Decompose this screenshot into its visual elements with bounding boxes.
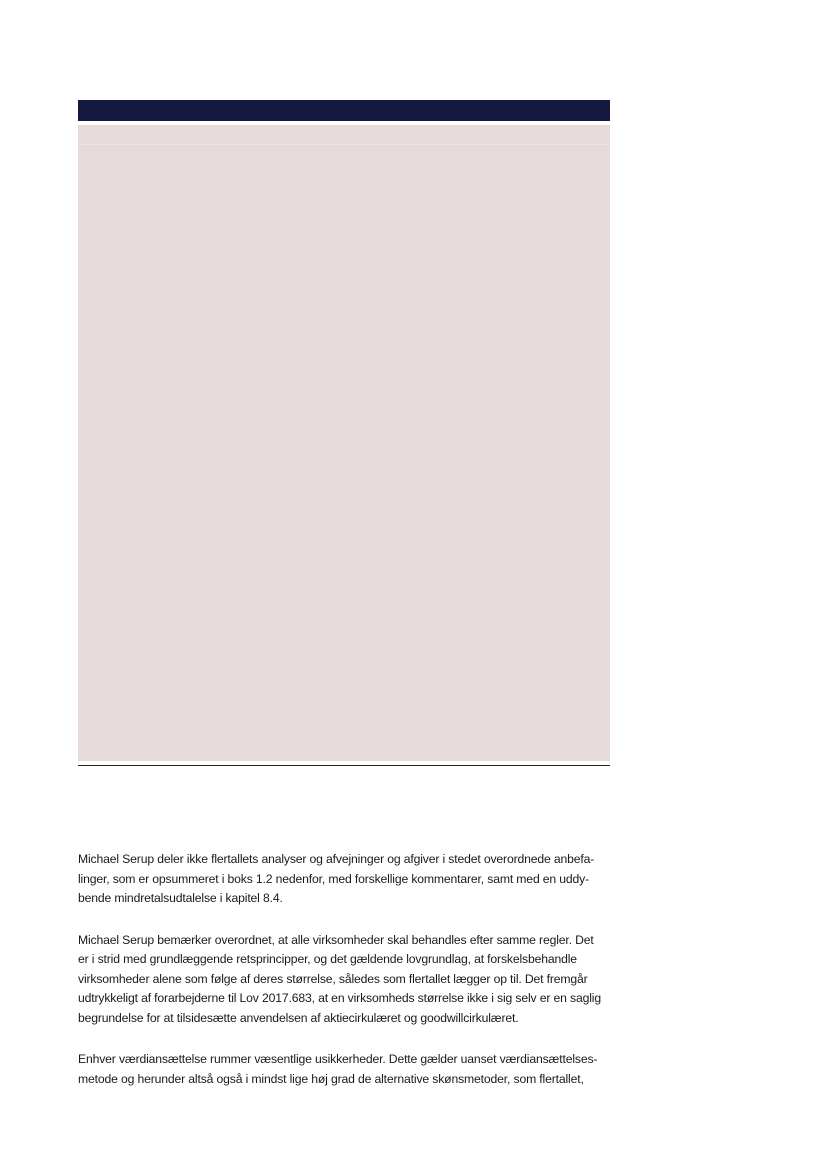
body-text xyxy=(78,850,613,1111)
text-line: begrundelse for at tilsidesætte anvendelsen af aktiecirkulæret og goodwillcirkulæret. xyxy=(78,1010,519,1025)
paragraph-1 xyxy=(78,850,613,909)
text-line: metode og herunder altså også i mindst lige høj grad de alternative skønsmetoder, som flertallet, xyxy=(78,1071,584,1086)
text-line: Enhver værdiansættelse rummer væsentlige usikkerheder. Dette gælder uanset værdiansættelses- xyxy=(78,1052,598,1066)
paragraph-2 xyxy=(78,931,613,1029)
text-line: virksomheder alene som følge af deres størrelse, således som flertallet lægger op til. Det fremgår xyxy=(78,971,588,986)
paragraph-3 xyxy=(78,1050,613,1089)
text-line: Michael Serup deler ikke flertallets analyser og afvejninger og afgiver i stedet overordnede anbefa- xyxy=(78,852,595,866)
text-line: er i strid med grundlæggende retsprincipper, og det gældende lovgrundlag, at forskelsbehandle xyxy=(78,952,577,966)
box-header-bar xyxy=(78,100,610,121)
text-line: Michael Serup bemærker overordnet, at alle virksomheder skal behandles efter samme regler. Det xyxy=(78,932,594,947)
text-line: linger, som er opsummeret i boks 1.2 nedenfor, med forskellige kommentarer, samt med en uddy- xyxy=(78,871,590,886)
text-line: bende mindretalsudtalelse i kapitel 8.4. xyxy=(78,891,283,905)
box-content-area xyxy=(78,125,610,761)
text-line: udtrykkeligt af forarbejderne til Lov 2017.683, at en virksomheds størrelse ikke i sig selv er en saglig xyxy=(78,991,601,1005)
box-bottom-rule xyxy=(78,765,610,766)
box-divider xyxy=(78,144,610,145)
